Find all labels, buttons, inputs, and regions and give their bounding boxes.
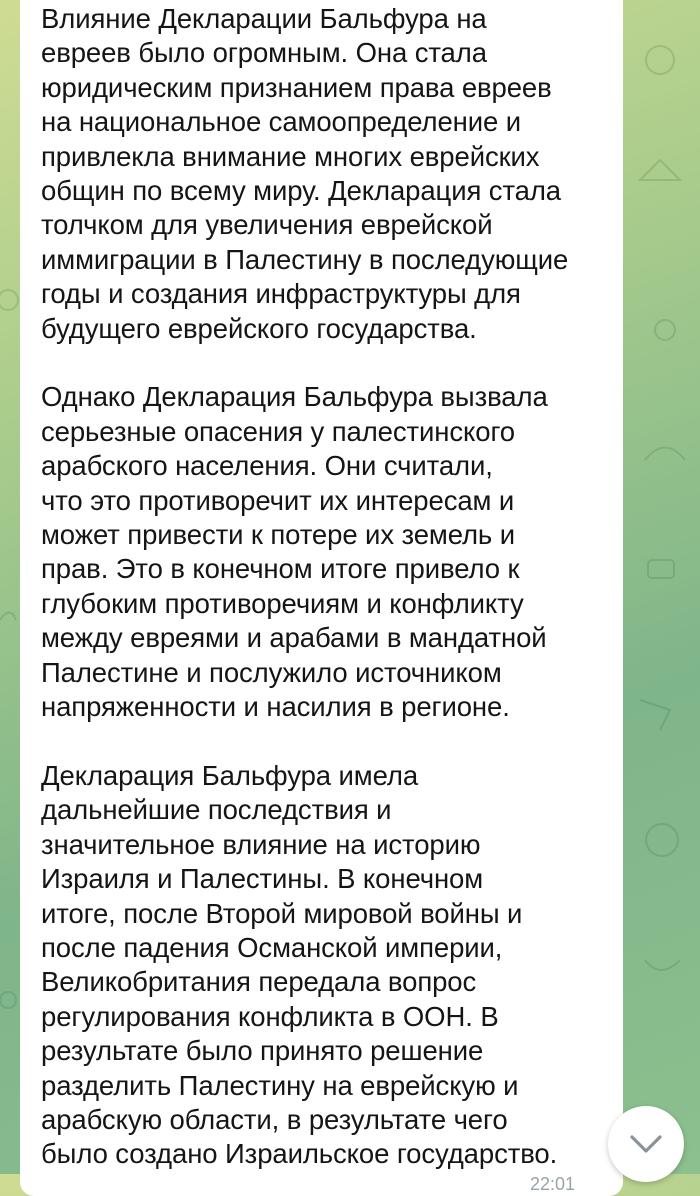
message-paragraph-2: Однако Декларация Бальфура вызвала серьезные опасения у палестинского арабского населения. Они считали, что это противоречит их интересам и может привести к потере их земель и прав. Это в конечном итоге привело к глубоким противоречиям и конфликту между евреями и арабами в мандатной Палестине и послужило источником напряженности и насилия в регионе. <box>41 381 548 723</box>
message-paragraph-3: Декларация Бальфура имела дальнейшие последствия и значительное влияние на историю Израиля и Палестины. В конечном итоге, после Второй мировой войны и после падения Османской империи, Великобритания передала вопрос регулирования конфликта в ООН. В результате было принято решение разделить Палестину на еврейскую и арабскую области, в результате чего было создано Израильское государство. <box>41 759 558 1170</box>
paragraph-gap <box>41 346 623 380</box>
paragraph-gap <box>41 725 623 759</box>
message-time: 22:01 <box>530 1174 576 1194</box>
chevron-down-icon <box>628 1132 664 1156</box>
message-paragraph-1: Влияние Декларации Бальфура на евреев было огромным. Она стала юридическим признанием права евреев на национальное самоопределение и привлекла внимание многих еврейских общин по всему миру. Декларация стала толчком для увеличения еврейской иммиграции в Палестину в последующие годы и создания инфраструктуры для будущего еврейского государства. <box>41 3 569 344</box>
message-bubble[interactable] <box>20 0 623 1196</box>
scroll-to-bottom-button[interactable] <box>608 1106 684 1182</box>
